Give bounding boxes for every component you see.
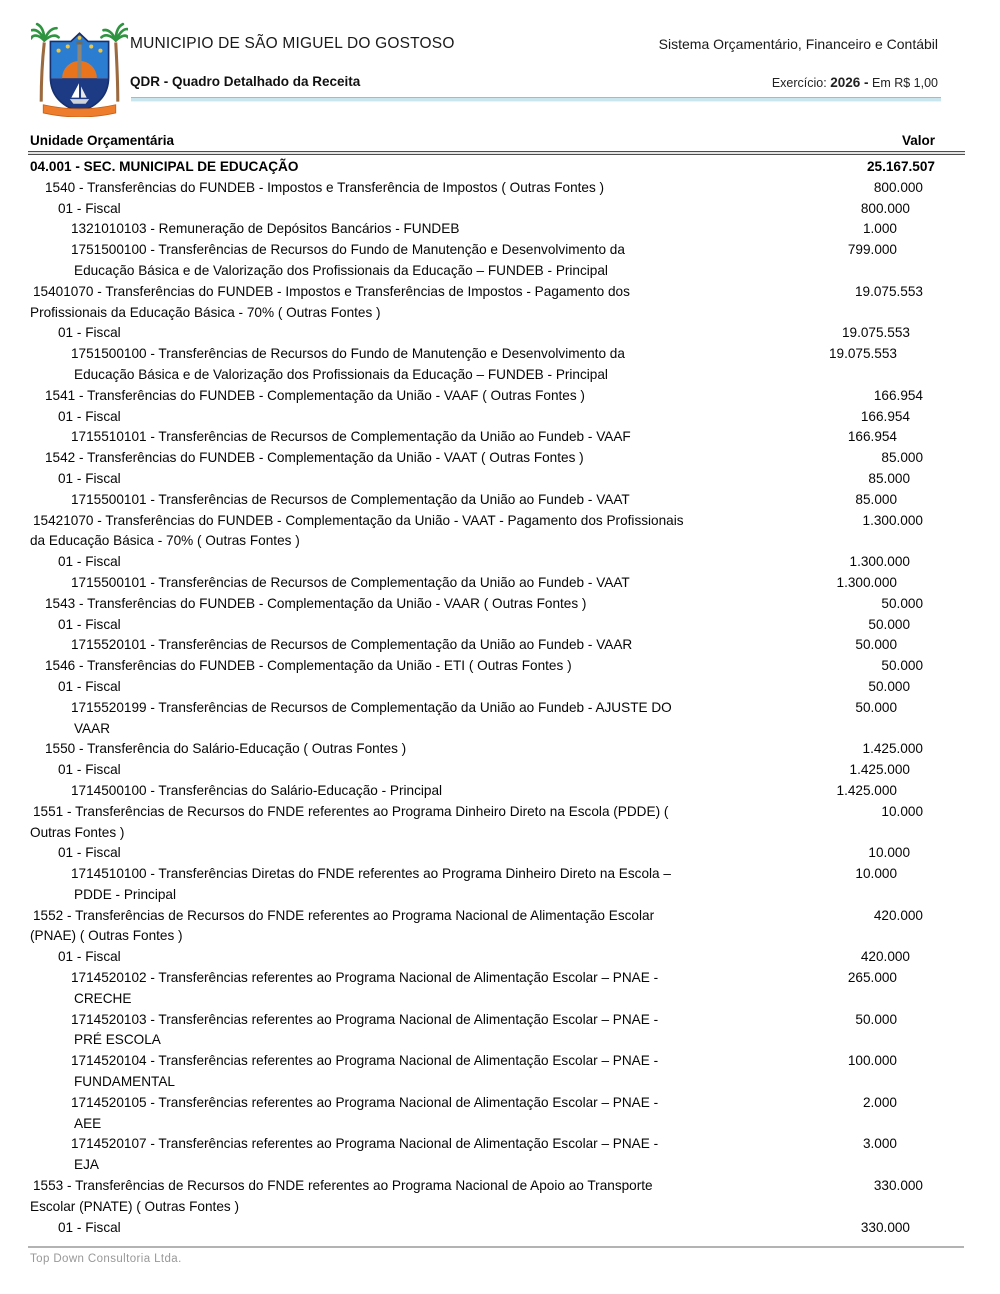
- row-value: 50.000: [855, 637, 897, 653]
- row-value: 800.000: [873, 179, 923, 195]
- row-value: 265.000: [847, 970, 897, 986]
- header-divider-band: [131, 97, 941, 102]
- page-title: MUNICIPIO DE SÃO MIGUEL DO GOSTOSO: [130, 35, 455, 52]
- row-label: 1714510100 - Transferências Diretas do FNDE referentes ao Programa Dinheiro Direto na Escola – PDDE - Principal: [71, 866, 671, 902]
- row-value: 1.300.000: [849, 554, 910, 570]
- row-value: 1.425.000: [862, 741, 923, 757]
- row-value: 330.000: [860, 1219, 910, 1235]
- table-row: [30, 947, 965, 968]
- footer-divider: [28, 1246, 964, 1248]
- row-value: 1.300.000: [836, 574, 897, 590]
- table-row: [30, 1010, 965, 1052]
- table-row: [30, 1218, 965, 1239]
- row-value: 50.000: [855, 699, 897, 715]
- row-label: 01 - Fiscal: [58, 949, 121, 965]
- table-row: [30, 677, 965, 698]
- row-label: 1321010103 - Remuneração de Depósitos Bancários - FUNDEB: [71, 221, 460, 237]
- row-value: 10.000: [868, 845, 910, 861]
- row-value: 1.425.000: [849, 762, 910, 778]
- column-header-value: Valor: [901, 133, 935, 148]
- row-label: 01 - Fiscal: [58, 678, 121, 694]
- table-row: [30, 511, 965, 553]
- row-label: 15401070 - Transferências do FUNDEB - Impostos e Transferências de Impostos - Pagamento dos Profissionais da Educação Básica - 70% ( Outras Fontes ): [30, 283, 630, 320]
- municipality-crest-icon: [31, 20, 128, 117]
- row-label: 1541 - Transferências do FUNDEB - Complementação da União - VAAF ( Outras Fontes ): [45, 387, 585, 403]
- row-label: 1715520101 - Transferências de Recursos de Complementação da União ao Fundeb - VAAR: [71, 637, 633, 653]
- table-row: [30, 615, 965, 636]
- row-value: 1.300.000: [862, 512, 923, 528]
- table-row: [30, 282, 965, 324]
- row-value: 166.954: [860, 408, 910, 424]
- row-value: 799.000: [847, 242, 897, 258]
- row-label: 01 - Fiscal: [58, 1219, 121, 1235]
- row-value: 330.000: [873, 1178, 923, 1194]
- row-label: 1715500101 - Transferências de Recursos de Complementação da União ao Fundeb - VAAT: [71, 574, 630, 590]
- table-row: [30, 635, 965, 656]
- row-value: 3.000: [862, 1136, 897, 1152]
- table-row: [30, 739, 965, 760]
- table-row: [30, 199, 965, 220]
- table-row: [30, 323, 965, 344]
- table-row: [30, 760, 965, 781]
- row-label: 1546 - Transferências do FUNDEB - Complementação da União - ETI ( Outras Fontes ): [45, 658, 572, 674]
- row-label: 01 - Fiscal: [58, 616, 121, 632]
- table-row: [30, 1176, 965, 1218]
- table-rows: [30, 157, 965, 1238]
- table-row: [30, 240, 965, 282]
- system-name: Sistema Orçamentário, Financeiro e Contábil: [658, 36, 938, 52]
- report-title: QDR - Quadro Detalhado da Receita: [130, 74, 361, 89]
- row-value: 50.000: [881, 595, 923, 611]
- row-label: 1714520102 - Transferências referentes ao Programa Nacional de Alimentação Escolar – PNAE - CRECHE: [71, 970, 659, 1006]
- row-label: 1714520103 - Transferências referentes ao Programa Nacional de Alimentação Escolar – PNAE - PRÉ ESCOLA: [71, 1011, 659, 1048]
- row-label: 04.001 - SEC. MUNICIPAL DE EDUCAÇÃO: [30, 159, 299, 174]
- row-label: 15421070 - Transferências do FUNDEB - Complementação da União - VAAT - Pagamento dos Profissionais da Educação Básica - 70% ( Outras Fontes ): [30, 512, 684, 549]
- row-label: 1715510101 - Transferências de Recursos de Complementação da União ao Fundeb - VAAF: [71, 429, 631, 445]
- row-label: 1714520105 - Transferências referentes ao Programa Nacional de Alimentação Escolar – PNAE - AEE: [71, 1094, 659, 1131]
- table-row: [30, 407, 965, 428]
- row-value: 1.425.000: [836, 782, 897, 798]
- table-row: [30, 802, 965, 844]
- row-value: 19.075.553: [828, 346, 897, 362]
- row-label: 01 - Fiscal: [58, 325, 121, 341]
- table-row: [30, 427, 965, 448]
- row-label: 01 - Fiscal: [58, 554, 121, 570]
- table-row: [30, 344, 965, 386]
- row-label: 1542 - Transferências do FUNDEB - Complementação da União - VAAT ( Outras Fontes ): [45, 450, 584, 466]
- row-label: 1715520199 - Transferências de Recursos de Complementação da União ao Fundeb - AJUSTE DO VAAR: [71, 699, 672, 736]
- row-value: 800.000: [860, 200, 910, 216]
- row-value: 1.000: [862, 221, 897, 237]
- table-row: [30, 490, 965, 511]
- exercise-info: [772, 75, 938, 90]
- row-label: 01 - Fiscal: [58, 200, 121, 216]
- table-row: [30, 864, 965, 906]
- row-value: 420.000: [873, 907, 923, 923]
- column-header-unit: Unidade Orçamentária: [30, 133, 175, 148]
- row-label: 1543 - Transferências do FUNDEB - Complementação da União - VAAR ( Outras Fontes ): [45, 595, 587, 611]
- table-row: [30, 219, 965, 240]
- table-row: [30, 906, 965, 948]
- row-value: 166.954: [873, 387, 923, 403]
- row-value: 166.954: [847, 429, 897, 445]
- table-row: [30, 1051, 965, 1093]
- row-label: 1751500100 - Transferências de Recursos do Fundo de Manutenção e Desenvolvimento da Educação Básica e de Valorização dos Profissionais da Educação – FUNDEB - Principal: [71, 346, 625, 382]
- table-row: [30, 157, 965, 178]
- table-row: [30, 656, 965, 677]
- row-value: 100.000: [847, 1053, 897, 1069]
- row-label: 1714500100 - Transferências do Salário-Educação - Principal: [71, 782, 443, 798]
- exercise-year: 2026 -: [830, 75, 869, 90]
- table-row: [30, 594, 965, 615]
- row-value: 10.000: [881, 803, 923, 819]
- row-label: 1553 - Transferências de Recursos do FNDE referentes ao Programa Nacional de Apoio ao Transporte Escolar (PNATE) ( Outras Fontes ): [30, 1178, 653, 1214]
- table-header-rule: [28, 151, 965, 155]
- table-row: [30, 1134, 965, 1176]
- table-row: [30, 552, 965, 573]
- row-value: 19.075.553: [854, 283, 923, 299]
- exercise-label: Exercício:: [771, 76, 827, 90]
- table-row: [30, 469, 965, 490]
- table-row: [30, 1093, 965, 1135]
- row-label: 01 - Fiscal: [58, 408, 121, 424]
- row-value: 85.000: [868, 470, 910, 486]
- row-value: 50.000: [868, 678, 910, 694]
- row-value: 420.000: [860, 949, 910, 965]
- row-value: 10.000: [855, 866, 897, 882]
- table-row: [30, 178, 965, 199]
- row-value: 50.000: [855, 1011, 897, 1027]
- row-label: 1714520107 - Transferências referentes ao Programa Nacional de Alimentação Escolar – PNAE - EJA: [71, 1136, 659, 1173]
- row-label: 1751500100 - Transferências de Recursos do Fundo de Manutenção e Desenvolvimento da Educação Básica e de Valorização dos Profissionais da Educação – FUNDEB - Principal: [71, 242, 625, 278]
- row-value: 25.167.507: [866, 159, 935, 174]
- row-label: 01 - Fiscal: [58, 470, 121, 486]
- table-row: [30, 573, 965, 594]
- row-label: 1550 - Transferência do Salário-Educação ( Outras Fontes ): [45, 741, 407, 757]
- footer-company: Top Down Consultoria Ltda.: [30, 1253, 182, 1265]
- table-row: [30, 843, 965, 864]
- row-label: 1715500101 - Transferências de Recursos de Complementação da União ao Fundeb - VAAT: [71, 491, 630, 507]
- row-value: 50.000: [868, 616, 910, 632]
- table-row: [30, 448, 965, 469]
- table-row: [30, 968, 965, 1010]
- row-label: 01 - Fiscal: [58, 762, 121, 778]
- table-row: [30, 698, 965, 740]
- table-row: [30, 386, 965, 407]
- table-row: [30, 781, 965, 802]
- row-value: 2.000: [862, 1094, 897, 1110]
- row-label: 1551 - Transferências de Recursos do FNDE referentes ao Programa Dinheiro Direto na Escola (PDDE) ( Outras Fontes ): [30, 803, 669, 840]
- row-label: 1552 - Transferências de Recursos do FNDE referentes ao Programa Nacional de Alimentação Escolar (PNAE) ( Outras Fontes ): [30, 907, 655, 944]
- row-value: 19.075.553: [841, 325, 910, 341]
- exercise-unit: Em R$ 1,00: [871, 76, 938, 90]
- row-label: 1714520104 - Transferências referentes ao Programa Nacional de Alimentação Escolar – PNAE - FUNDAMENTAL: [71, 1053, 659, 1090]
- row-value: 85.000: [881, 450, 923, 466]
- row-value: 85.000: [855, 491, 897, 507]
- row-label: 1540 - Transferências do FUNDEB - Impostos e Transferência de Impostos ( Outras Fontes ): [45, 179, 605, 195]
- row-value: 50.000: [881, 658, 923, 674]
- row-label: 01 - Fiscal: [58, 845, 121, 861]
